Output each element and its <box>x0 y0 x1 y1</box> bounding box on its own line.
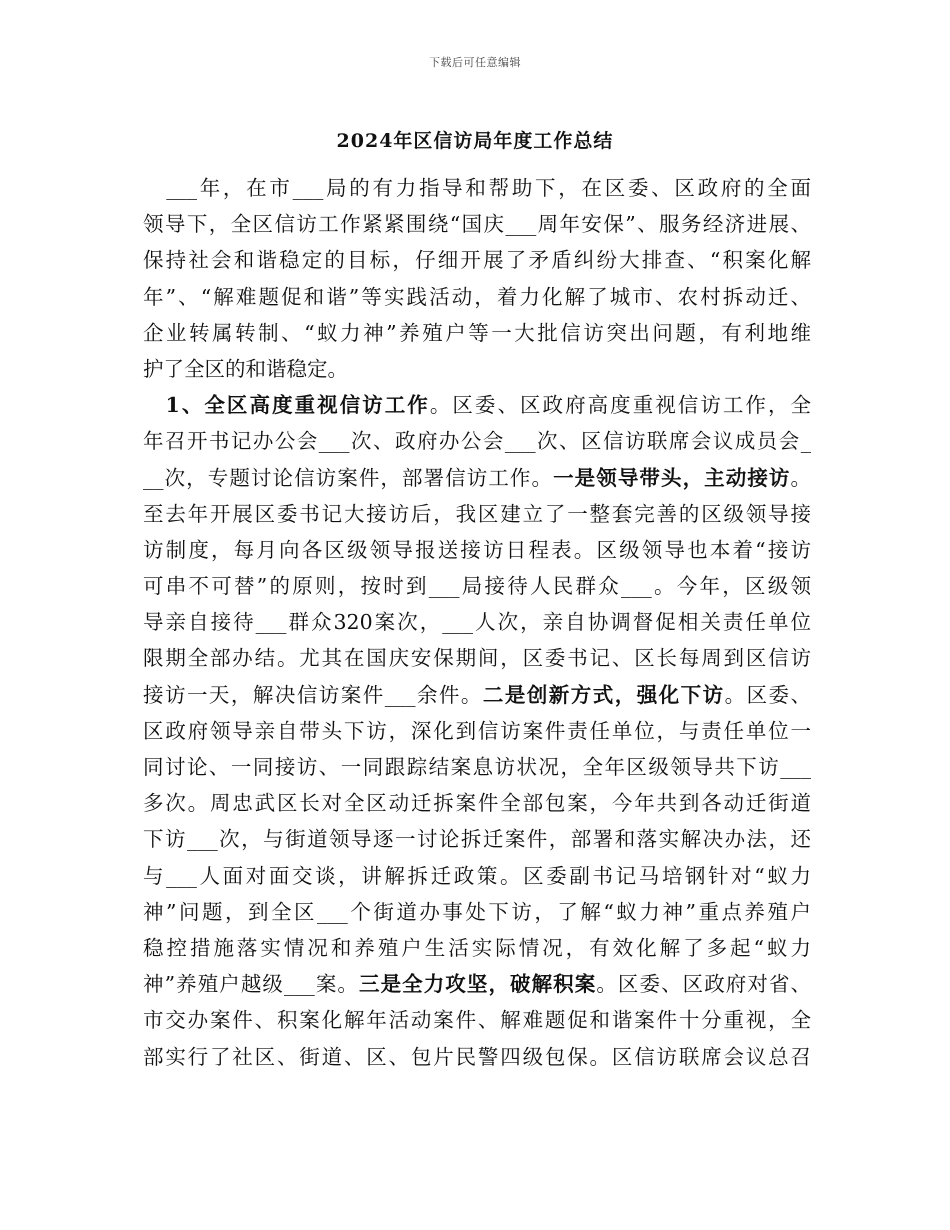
bold-text-segment: 二是创新方式，强化下访 <box>482 682 725 707</box>
text-segment: 部实行了社区、街道、区、包片民警四级包保。区信访联席会议总召 <box>143 1044 811 1069</box>
text-segment: 可串不可替”的原则，按时到___局接待人民群众___。今年，区级领 <box>143 574 811 599</box>
text-segment: 护了全区的和谐稳定。 <box>143 356 348 381</box>
page-header-note: 下载后可任意编辑 <box>429 56 521 69</box>
text-segment: 。区委、区政府高度重视信访工作，全 <box>429 393 812 418</box>
body-line <box>143 966 811 1002</box>
body-line <box>143 423 811 459</box>
body-line <box>143 170 811 206</box>
text-segment: 年召开书记办公会___次、政府办公会___次、区信访联席会议成员会_ <box>143 429 811 454</box>
body-line <box>143 930 811 966</box>
text-segment: 稳控措施落实情况和养殖户生活实际情况，有效化解了多起“蚁力 <box>143 935 811 960</box>
text-segment: 接访一天，解决信访案件___余件。 <box>143 682 483 707</box>
body-line <box>143 351 811 387</box>
body-line <box>143 1002 811 1038</box>
text-segment: 神”养殖户越级___案。 <box>143 972 359 997</box>
text-segment: 。 <box>790 465 812 490</box>
text-segment: 至去年开展区委书记大接访后，我区建立了一整套完善的区级领导接 <box>143 501 811 526</box>
body-line <box>143 568 811 604</box>
body-line <box>143 496 811 532</box>
text-segment: 同讨论、一同接访、一同跟踪结案息访状况，全年区级领导共下访___ <box>143 755 811 779</box>
text-segment: 市交办案件、积案化解年活动案件、解难题促和谐案件十分重视，全 <box>143 1008 811 1033</box>
bold-text-segment: 1、全区高度重视信访工作 <box>143 393 430 418</box>
text-segment: 。区委、 <box>724 682 812 707</box>
text-segment: 下访___次，与街道领导逐一讨论拆迁案件，部署和落实解决办法，还 <box>143 827 811 852</box>
body-line <box>143 821 811 857</box>
text-segment: 保持社会和谐稳定的目标，仔细开展了矛盾纠纷大排查、“积案化解 <box>143 248 811 273</box>
body-line <box>143 242 811 278</box>
body-line <box>143 1039 811 1075</box>
text-segment: 。区委、区政府对省、 <box>596 972 812 997</box>
body-line <box>143 387 811 423</box>
body-line <box>143 460 811 496</box>
body-line <box>143 894 811 930</box>
document-body <box>143 170 811 1075</box>
text-segment: 领导下，全区信访工作紧紧围绕“国庆___周年安保”、服务经济进展、 <box>143 212 811 237</box>
body-line <box>143 713 811 749</box>
text-segment: ___年，在市___局的有力指导和帮助下，在区委、区政府的全面 <box>143 176 811 200</box>
bold-text-segment: 三是全力攻坚，破解积案 <box>359 972 597 997</box>
text-segment: 与___人面对面交谈，讲解拆迁政策。区委副书记马培钢针对“蚁力 <box>143 863 811 888</box>
body-line <box>143 315 811 351</box>
body-line <box>143 206 811 242</box>
text-segment: 年”、“解难题促和谐”等实践活动，着力化解了城市、农村拆动迁、 <box>143 284 811 309</box>
text-segment: 导亲自接待___群众320案次，___人次，亲自协调督促相关责任单位 <box>143 610 811 635</box>
body-line <box>143 858 811 894</box>
text-segment: 企业转属转制、“蚁力神”养殖户等一大批信访突出问题，有利地维 <box>143 320 811 345</box>
body-line <box>143 279 811 315</box>
text-segment: 多次。周忠武区长对全区动迁拆案件全部包案，今年共到各动迁街道 <box>143 791 811 816</box>
bold-text-segment: 一是领导带头，主动接访 <box>553 465 791 490</box>
body-line <box>143 677 811 713</box>
body-line <box>143 532 811 568</box>
text-segment: __次，专题讨论信访案件，部署信访工作。 <box>143 465 554 490</box>
body-line <box>143 640 811 676</box>
body-line <box>143 785 811 821</box>
document-title: 2024年区信访局年度工作总结 <box>336 130 614 152</box>
text-segment: 神”问题，到全区___个街道办事处下访，了解“蚁力神”重点养殖户 <box>143 899 811 924</box>
body-line <box>143 604 811 640</box>
text-segment: 访制度，每月向各区级领导报送接访日程表。区级领导也本着“接访 <box>143 537 811 562</box>
body-line <box>143 749 811 785</box>
text-segment: 限期全部办结。尤其在国庆安保期间，区委书记、区长每周到区信访 <box>143 646 811 671</box>
text-segment: 区政府领导亲自带头下访，深化到信访案件责任单位，与责任单位一 <box>143 718 811 743</box>
